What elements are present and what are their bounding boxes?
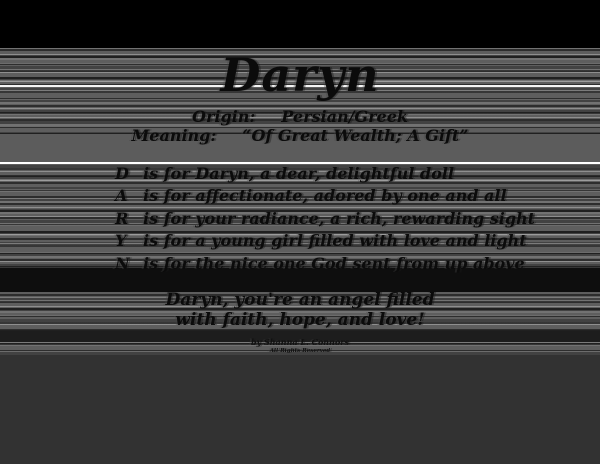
credit-rights: All Rights Reserved bbox=[269, 348, 331, 354]
name-title: Daryn bbox=[220, 48, 380, 102]
poem-letter: Y bbox=[115, 231, 127, 251]
poem-text: is for Daryn, a dear, delightful doll bbox=[143, 164, 454, 183]
poem-line bbox=[115, 185, 595, 207]
closing-couplet bbox=[0, 291, 600, 330]
origin-label: Origin: bbox=[192, 107, 256, 126]
poem-letter: N bbox=[115, 253, 130, 273]
closing-line-1: Daryn, you're an angel filled bbox=[165, 290, 435, 310]
poem-line bbox=[115, 208, 595, 230]
top-black-band bbox=[0, 0, 600, 48]
poem-text: is for affectionate, adored by one and all bbox=[143, 186, 507, 206]
meaning-label: Meaning: bbox=[131, 126, 217, 145]
poem-text: is for your radiance, a rich, rewarding sight bbox=[143, 208, 536, 228]
poem-letter: D bbox=[115, 164, 129, 183]
poem-text: is for the nice one God sent from up above bbox=[143, 253, 525, 273]
poem-line bbox=[115, 163, 595, 185]
poem-line bbox=[115, 253, 595, 275]
origin-value: Persian/Greek bbox=[281, 107, 408, 126]
acrostic-poem bbox=[115, 163, 595, 275]
closing-line-2: with faith, hope, and love! bbox=[175, 309, 425, 330]
poem-line bbox=[115, 230, 595, 252]
meaning-row bbox=[0, 127, 600, 145]
meaning-value: “Of Great Wealth; A Gift” bbox=[242, 126, 469, 145]
bottom-dark-panel bbox=[0, 355, 600, 464]
poem-text: is for a young girl filled with love and light bbox=[143, 231, 527, 251]
poem-letter: R bbox=[115, 208, 129, 228]
poem-letter: A bbox=[115, 186, 128, 206]
credit-byline: by Shanna L. Connors bbox=[251, 337, 349, 347]
origin-row bbox=[0, 108, 600, 126]
